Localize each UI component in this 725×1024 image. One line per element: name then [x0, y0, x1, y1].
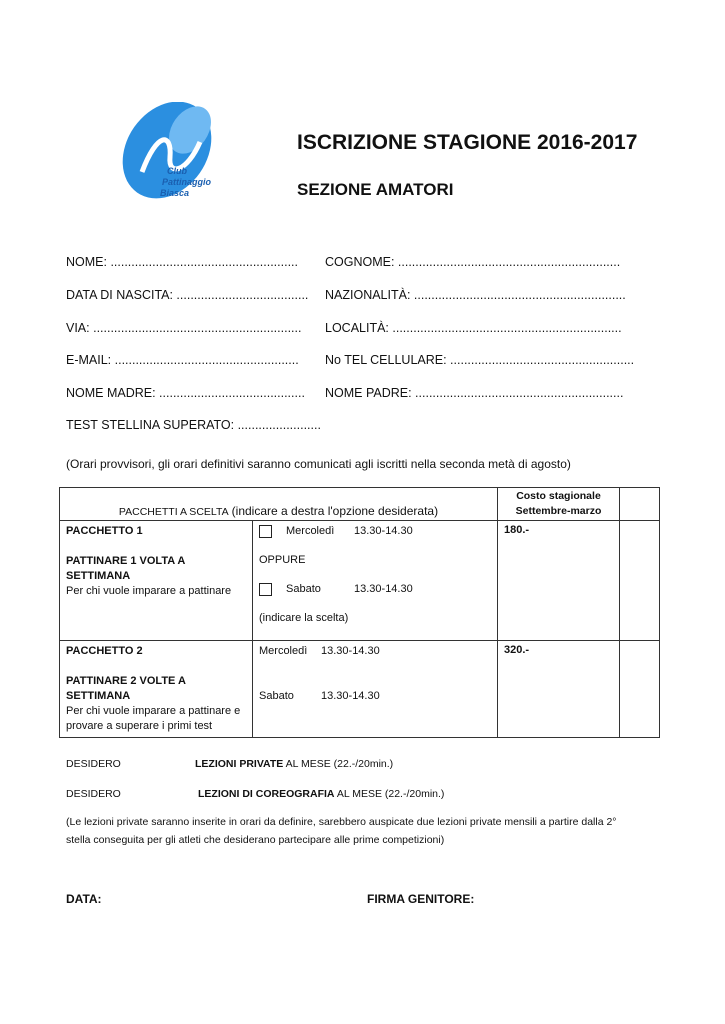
- package1-option1-day: Mercoledì: [286, 525, 335, 537]
- package2-option1-day: Mercoledì: [259, 645, 308, 657]
- package2-option2-time: 13.30-14.30: [321, 690, 380, 702]
- package2-desc-line2: provare a superare i primi test: [66, 720, 213, 732]
- lezioni-note-line2: stella conseguita per gli atleti che desiderano partecipare alle prime competizioni): [66, 834, 445, 846]
- checkbox-icon[interactable]: [259, 583, 272, 596]
- package2-info: [60, 641, 253, 738]
- header-packages-label: PACCHETTI A SCELTA: [118, 506, 229, 518]
- header-cost-line1: Costo stagionale: [516, 490, 601, 502]
- lezioni-note-line1: (Le lezioni private saranno inserite in orari da definire, sarebbero auspicate due lezioni private mensili a partire dalla 2°: [66, 816, 617, 828]
- logo-line1: Club: [167, 166, 187, 176]
- field-cognome[interactable]: COGNOME: ................................................................: [325, 255, 621, 269]
- field-stellina[interactable]: TEST STELLINA SUPERATO: ........................: [66, 418, 321, 432]
- field-email[interactable]: E-MAIL: .....................................................: [66, 353, 299, 367]
- package2-desc-line1: Per chi vuole imparare a pattinare e: [66, 705, 241, 717]
- field-data-nascita[interactable]: DATA DI NASCITA: ......................................: [66, 288, 309, 302]
- package1-desc: Per chi vuole imparare a pattinare: [66, 585, 232, 597]
- field-padre[interactable]: NOME PADRE: ............................................................: [325, 386, 624, 400]
- field-nazionalita[interactable]: NAZIONALITÀ: .............................................................: [325, 288, 626, 302]
- package1-indicate: (indicare la scelta): [259, 612, 349, 624]
- desidero-label-2: DESIDERO: [66, 788, 121, 800]
- package2-subtitle: PATTINARE 2 VOLTE A SETTIMANA: [66, 675, 186, 702]
- package1-option2-time: 13.30-14.30: [354, 583, 413, 595]
- logo-line3: Biasca: [160, 188, 190, 198]
- page-subtitle: SEZIONE AMATORI: [297, 180, 454, 199]
- field-nome[interactable]: NOME: ......................................................: [66, 255, 298, 269]
- checkbox-icon[interactable]: [259, 525, 272, 538]
- table-header-cost: [498, 488, 620, 521]
- package1-option1[interactable]: [259, 524, 491, 539]
- club-logo: [112, 102, 237, 207]
- header-choice-cell: [620, 488, 660, 521]
- package1-option2[interactable]: [259, 582, 491, 597]
- package2-option1-time: 13.30-14.30: [321, 645, 380, 657]
- package1-oppure: OPPURE: [259, 554, 306, 566]
- lezioni-private-price: AL MESE (22.-/20min.): [283, 758, 394, 770]
- header-packages-hint: (indicare a destra l'opzione desiderata): [231, 504, 439, 518]
- package2-price: 320.-: [498, 641, 620, 738]
- signature-label[interactable]: FIRMA GENITORE:: [367, 892, 475, 906]
- package1-options: [253, 521, 498, 641]
- date-label[interactable]: DATA:: [66, 892, 102, 906]
- desidero-label-1: DESIDERO: [66, 758, 121, 770]
- package2-option2-day: Sabato: [259, 690, 294, 702]
- package1-option2-day: Sabato: [286, 583, 321, 595]
- page-title: ISCRIZIONE STAGIONE 2016-2017: [297, 131, 638, 154]
- package2-name: PACCHETTO 2: [66, 645, 143, 657]
- lezioni-coreografia-line[interactable]: [198, 788, 444, 800]
- lezioni-private-line[interactable]: [195, 758, 393, 770]
- logo-line2: Pattinaggio: [162, 177, 211, 187]
- field-madre[interactable]: NOME MADRE: ..........................................: [66, 386, 305, 400]
- package2-choice-cell[interactable]: [620, 641, 660, 738]
- package1-option1-time: 13.30-14.30: [354, 525, 413, 537]
- package1-info: [60, 521, 253, 641]
- package1-choice-cell[interactable]: [620, 521, 660, 641]
- orari-note: (Orari provvisori, gli orari definitivi saranno comunicati agli iscritti nella seconda metà di agosto): [66, 457, 571, 471]
- package1-subtitle: PATTINARE 1 VOLTA A SETTIMANA: [66, 555, 185, 582]
- field-tel[interactable]: No TEL CELLULARE: .....................................................: [325, 353, 635, 367]
- field-via[interactable]: VIA: ............................................................: [66, 321, 302, 335]
- package1-price: 180.-: [498, 521, 620, 641]
- table-header-packages: [60, 488, 498, 521]
- lezioni-private-label: LEZIONI PRIVATE: [195, 758, 284, 770]
- package2-options: [253, 641, 498, 738]
- field-localita[interactable]: LOCALITÀ: ..................................................................: [325, 321, 622, 335]
- lezioni-coreografia-label: LEZIONI DI COREOGRAFIA: [198, 788, 335, 800]
- package1-name: PACCHETTO 1: [66, 525, 143, 537]
- lezioni-coreografia-price: AL MESE (22.-/20min.): [334, 788, 445, 800]
- header-cost-line2: Settembre-marzo: [515, 505, 602, 517]
- packages-table: [59, 487, 660, 738]
